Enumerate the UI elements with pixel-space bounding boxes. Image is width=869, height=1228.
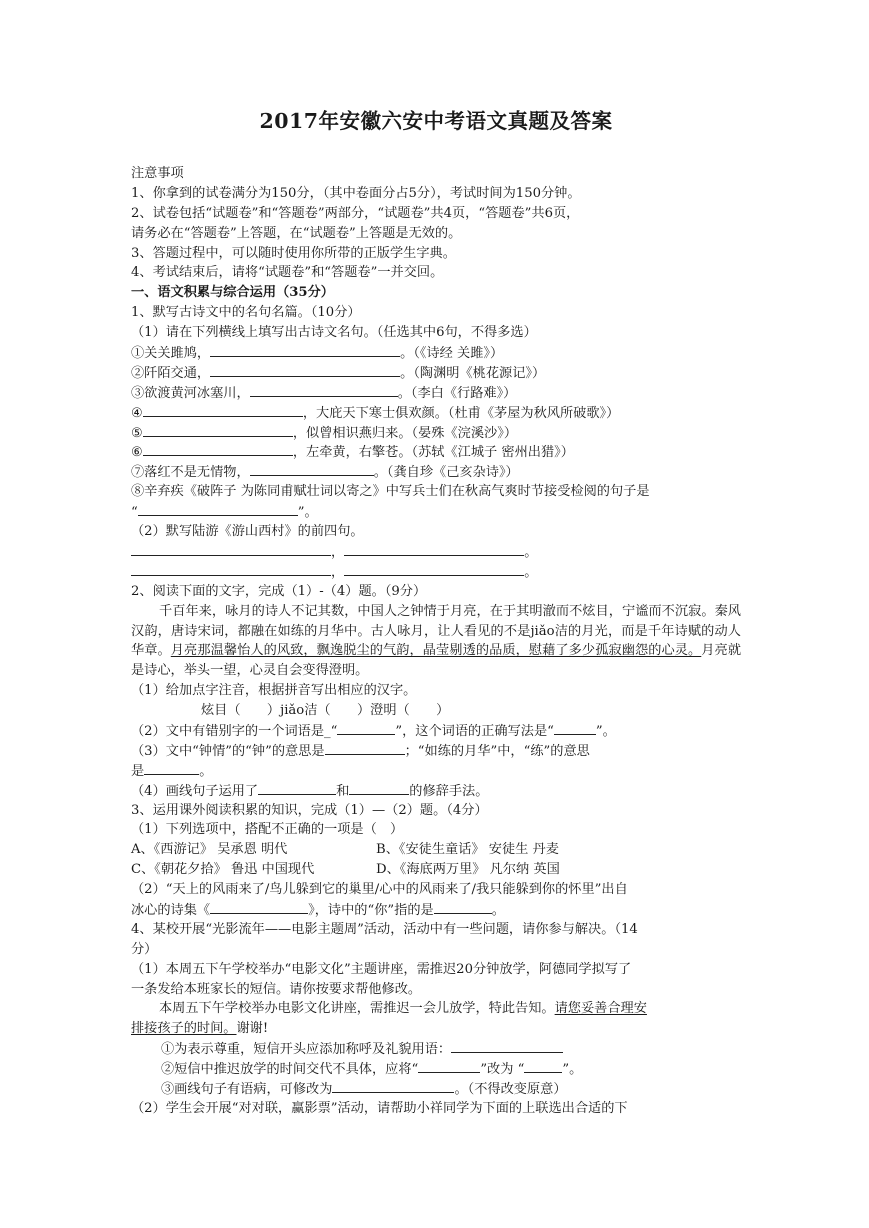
q1-line-8 (131, 482, 741, 502)
q3-options-cd (131, 860, 741, 880)
answer-blank[interactable] (434, 900, 492, 914)
notice-item: 4、考试结束后，请将“试题卷”和“答题卷”一并交回。 (131, 265, 444, 281)
answer-blank[interactable] (332, 1079, 454, 1093)
q1-stem: 1、默写古诗文中的名句名篇。（10分） (131, 305, 361, 321)
line-text: ⑥ (131, 445, 143, 461)
q2-sub3-cont (131, 761, 741, 781)
line-text: ④ (131, 405, 143, 421)
answer-blank[interactable] (258, 781, 336, 795)
message-underlined: 排接孩子的时间。 (131, 1021, 237, 1037)
q2-sub2 (131, 721, 741, 741)
line-text: 。（不得改变原意） (454, 1082, 567, 1098)
punct: ， (331, 544, 345, 560)
line-text: ，似曾相识燕归来。（晏殊《浣溪沙》） (292, 425, 518, 441)
answer-blank[interactable] (349, 781, 409, 795)
q4-sub1: （1）本周五下午学校举办“电影文化”主题讲座，需推迟20分钟放学，阿德同学拟写了 (131, 961, 632, 977)
answer-blank[interactable] (131, 562, 331, 576)
answer-blank[interactable] (337, 721, 395, 735)
punct: 。 (524, 544, 538, 560)
q2-sub4 (131, 781, 741, 801)
line-text: ②短信中推迟放学的时间交代不具体，应将“ (161, 1062, 419, 1078)
answer-blank[interactable] (524, 1059, 562, 1073)
q3-stem: 3、运用课外阅读积累的知识，完成（1）—（2）题。（4分） (131, 802, 488, 818)
line-text: ，大庇天下寒士俱欢颜。（杜甫《茅屋为秋风所破歌》） (302, 405, 620, 421)
notice-item: 请务必在“答题卷”上答题，在“试题卷”上答题是无效的。 (131, 225, 462, 241)
line-text: 。（李白《行路难》） (397, 385, 517, 401)
line-text: 。（《诗经 关雎》） (400, 346, 504, 362)
punct: ， (331, 564, 345, 580)
q3-sub1: （1）下列选项中，搭配不正确的一项是（ ） (131, 822, 404, 838)
message-text: 本周五下午学校举办电影文化讲座，需推迟一会儿放学，特此告知。 (159, 1001, 555, 1017)
q4-sub2: （2）学生会开展“对对联，赢影票”活动，请帮助小祥同学为下面的上联选出合适的下 (131, 1100, 628, 1116)
page-title: 2017年安徽六安中考语文真题及答案 (259, 109, 613, 133)
q4-stem: 4、某校开展“光影流年——电影主题周”活动，活动中有一些问题，请你参与解决。（14 (131, 921, 638, 937)
answer-blank[interactable] (418, 1059, 480, 1073)
q1-line-6 (131, 442, 741, 462)
answer-blank[interactable] (210, 343, 400, 357)
line-text: ”。 (297, 505, 318, 521)
line-text: 冰心的诗集《 (131, 903, 211, 919)
q4-sub1-cont: 一条发给本班家长的短信。请你按要求帮他修改。 (131, 981, 422, 997)
q2-passage (131, 602, 741, 682)
message-text: 谢谢! (236, 1021, 269, 1037)
line-text: ③欲渡黄河冰塞川， (131, 385, 250, 401)
notice-item: 3、答题过程中，可以随时使用你所带的正版学生字典。 (131, 245, 456, 261)
answer-blank[interactable] (250, 462, 374, 476)
line-text: 是 (131, 763, 145, 779)
punct: 。 (524, 564, 538, 580)
answer-blank[interactable] (210, 363, 400, 377)
q1-line-7 (131, 462, 741, 482)
line-text: （2）文中有错别字的一个词语是_“ (131, 724, 338, 739)
notice-item: 2、试卷包括“试题卷”和“答题卷”两部分，“试题卷”共4页，“答题卷”共6页， (131, 205, 580, 221)
line-text: ②阡陌交通， (131, 365, 211, 381)
section-heading: 一、语文积累与综合运用（35分） (131, 285, 334, 301)
line-text: （3）文中“钟情”的“钟”的意思是 (131, 743, 325, 759)
q1-line-8-cont (131, 502, 741, 522)
q2-sub1: （1）给加点字注音，根据拼音写出相应的汉字。 (131, 683, 417, 699)
line-text: 。 (199, 763, 213, 779)
line-text: 》，诗中的“你”指的是 (308, 903, 434, 919)
line-text: （4）画线句子运用了 (131, 783, 259, 799)
q1-poem-row-2 (131, 562, 741, 582)
q2-sub3 (131, 741, 741, 761)
answer-blank[interactable] (138, 502, 298, 516)
q4-stem-cont: 分） (131, 941, 158, 957)
answer-blank[interactable] (554, 721, 596, 735)
line-text: ”，这个词语的正确写法是“ (395, 724, 554, 739)
notice-heading: 注意事项 (131, 166, 184, 181)
line-text: ①关关雎鸠， (131, 346, 211, 362)
line-text: ⑦落红不是无情物， (131, 465, 250, 481)
line-text: ③画线句子有语病，可修改为 (161, 1082, 333, 1098)
option-d[interactable]: D、《海底两万里》 凡尔纳 英国 (376, 862, 560, 878)
q1-line-3 (131, 383, 741, 403)
answer-blank[interactable] (210, 900, 308, 914)
line-text: ①为表示尊重，短信开头应添加称呼及礼貌用语： (161, 1042, 452, 1058)
q2-sub1-words: 炫目（ ）jiǎo洁（ ）澄明（ ） (201, 703, 450, 719)
line-text: ⑤ (131, 425, 143, 441)
line-text: 。（陶渊明《桃花源记》） (400, 365, 546, 381)
q4-message-cont (131, 1019, 741, 1039)
option-a[interactable]: A、《西游记》 吴承恩 明代 (131, 842, 288, 858)
answer-blank[interactable] (143, 442, 293, 456)
line-text: 的修辞手法。 (409, 783, 489, 799)
passage-underlined: 月亮那温馨怡人的风致，飘逸脱尘的气韵，晶莹剔透的品质，慰藉了多少孤寂幽怨的心灵。 (170, 643, 702, 659)
q4-c3 (131, 1079, 741, 1099)
line-text: ”。 (595, 724, 616, 739)
option-b[interactable]: B、《安徒生童话》 安徒生 丹麦 (376, 842, 559, 858)
q3-options-ab (131, 840, 741, 860)
line-text: ，左牵黄，右擎苍。（苏轼《江城子 密州出猎》） (292, 445, 574, 461)
q4-c1 (131, 1039, 741, 1059)
q3-sub2: （2）“天上的风雨来了/鸟儿躲到它的巢里/心中的风雨来了/我只能躲到你的怀里”出自 (131, 882, 628, 898)
q1-line-5 (131, 423, 741, 443)
line-text: 。（龚自珍《己亥杂诗》） (373, 465, 519, 481)
answer-blank[interactable] (325, 741, 405, 755)
answer-blank[interactable] (144, 761, 199, 775)
q1-sub2: （2）默写陆游《游山西村》的前四句。 (131, 524, 364, 540)
q3-sub2-cont (131, 900, 741, 920)
exam-page (131, 104, 741, 1119)
line-text: “ (131, 505, 138, 521)
q1-line-2 (131, 363, 741, 383)
line-text: 和 (336, 783, 350, 799)
answer-blank[interactable] (344, 542, 524, 556)
q1-sub1: （1）请在下列横线上填写出古诗文名句。（任选其中6句，不得多选） (131, 325, 537, 341)
message-underlined: 请您妥善合理安 (554, 1001, 647, 1017)
notice-item: 1、你拿到的试卷满分为150分，（其中卷面分占5分），考试时间为150分钟。 (131, 185, 581, 201)
line-text: ⑧辛弃疾《破阵子 为陈同甫赋壮词以寄之》中写兵士们在秋高气爽时节接受检阅的句子是 (131, 484, 650, 500)
answer-blank[interactable] (344, 562, 524, 576)
line-text: ”。 (562, 1062, 583, 1078)
q4-message (131, 999, 741, 1019)
q1-poem-row-1 (131, 542, 741, 562)
answer-blank[interactable] (143, 403, 303, 417)
answer-blank[interactable] (451, 1039, 563, 1053)
q2-stem: 2、阅读下面的文字，完成（1）-（4）题。（9分） (131, 583, 427, 599)
q1-line-1 (131, 343, 741, 363)
passage-text: 千百年来，咏月的诗人不记其数，中国人之钟情于月亮，在于其明澈而不炫目，宁谧而不沉寂。秦风汉韵，唐诗宋词，都融在如练的月华中。古人咏月，让人看见的不是jiǎo洁的月光，而是千年诗赋的动人华章。 (131, 603, 741, 659)
q4-c2 (131, 1059, 741, 1079)
option-c[interactable]: C、《朝花夕拾》 鲁迅 中国现代 (131, 862, 315, 878)
answer-blank[interactable] (131, 542, 331, 556)
line-text: 。 (491, 903, 505, 919)
passage-text: 月亮就是诗心，举头一望，心灵自会变得澄明。 (131, 643, 742, 679)
q1-line-4 (131, 403, 741, 423)
answer-blank[interactable] (143, 423, 293, 437)
line-text: ”改为 “ (480, 1062, 525, 1078)
line-text: ；“如练的月华”中，“练”的意思 (404, 743, 590, 759)
answer-blank[interactable] (250, 383, 398, 397)
